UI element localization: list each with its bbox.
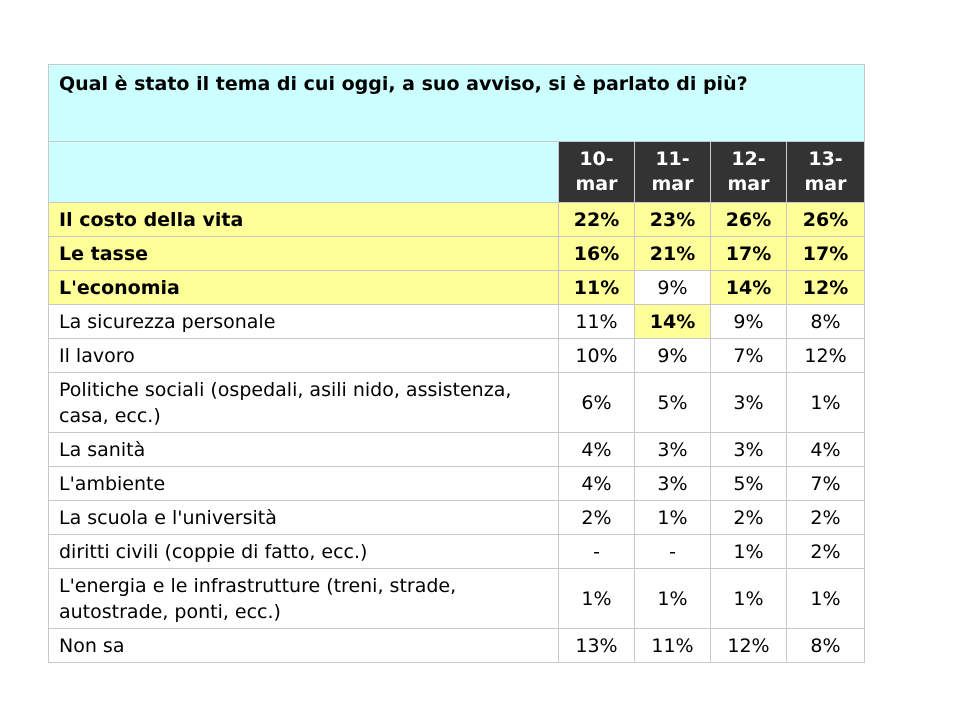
cell-value: 3% [635, 433, 711, 467]
cell-value: 8% [787, 629, 865, 663]
cell-value: 5% [711, 467, 787, 501]
cell-value: 11% [635, 629, 711, 663]
cell-value: 8% [787, 305, 865, 339]
column-header-11-mar [635, 142, 711, 203]
row-label: La scuola e l'università [49, 501, 559, 535]
cell-value: 9% [711, 305, 787, 339]
column-header-line: mar [651, 173, 694, 195]
cell-value: 26% [787, 203, 865, 237]
cell-value: 3% [711, 373, 787, 433]
cell-value: 6% [559, 373, 635, 433]
row-label: Il lavoro [49, 339, 559, 373]
cell-value: - [635, 535, 711, 569]
column-header-line: 11- [655, 148, 690, 170]
column-header-12-mar [711, 142, 787, 203]
row-label: Non sa [49, 629, 559, 663]
column-header-line: 13- [808, 148, 843, 170]
column-header-line: mar [575, 173, 618, 195]
cell-value: 3% [711, 433, 787, 467]
cell-value: 4% [559, 433, 635, 467]
row-label: diritti civili (coppie di fatto, ecc.) [49, 535, 559, 569]
cell-value: 2% [787, 535, 865, 569]
cell-value: 3% [635, 467, 711, 501]
column-header-10-mar [559, 142, 635, 203]
row-label: La sicurezza personale [49, 305, 559, 339]
cell-value: 26% [711, 203, 787, 237]
cell-value: 12% [787, 339, 865, 373]
cell-value: 2% [711, 501, 787, 535]
row-label: Politiche sociali (ospedali, asili nido, assistenza, casa, ecc.) [49, 373, 559, 433]
cell-value: 10% [559, 339, 635, 373]
table-row [49, 535, 865, 569]
row-label: L'ambiente [49, 467, 559, 501]
table-row [49, 203, 865, 237]
cell-value: 12% [787, 271, 865, 305]
cell-value: 7% [711, 339, 787, 373]
cell-value: 11% [559, 271, 635, 305]
header-spacer [49, 142, 559, 203]
cell-value: 14% [635, 305, 711, 339]
table-row [49, 271, 865, 305]
cell-value: 1% [635, 501, 711, 535]
cell-value: 7% [787, 467, 865, 501]
column-header-line: 12- [731, 148, 766, 170]
cell-value: 2% [559, 501, 635, 535]
row-label: L'economia [49, 271, 559, 305]
cell-value: 1% [787, 373, 865, 433]
cell-value: 9% [635, 271, 711, 305]
cell-value: 22% [559, 203, 635, 237]
cell-value: 16% [559, 237, 635, 271]
cell-value: 4% [559, 467, 635, 501]
table-row [49, 305, 865, 339]
table-row [49, 569, 865, 629]
survey-table [48, 64, 865, 663]
row-label: L'energia e le infrastrutture (treni, strade, autostrade, ponti, ecc.) [49, 569, 559, 629]
row-label: Il costo della vita [49, 203, 559, 237]
table-row [49, 373, 865, 433]
cell-value: 1% [635, 569, 711, 629]
cell-value: 11% [559, 305, 635, 339]
row-label: Le tasse [49, 237, 559, 271]
table-row [49, 467, 865, 501]
cell-value: 5% [635, 373, 711, 433]
table-row [49, 501, 865, 535]
cell-value: 17% [787, 237, 865, 271]
cell-value: 1% [559, 569, 635, 629]
column-header-line: 10- [579, 148, 614, 170]
table-row [49, 629, 865, 663]
cell-value: 21% [635, 237, 711, 271]
cell-value: 17% [711, 237, 787, 271]
cell-value: 14% [711, 271, 787, 305]
cell-value: 23% [635, 203, 711, 237]
cell-value: 4% [787, 433, 865, 467]
cell-value: 13% [559, 629, 635, 663]
table-title: Qual è stato il tema di cui oggi, a suo avviso, si è parlato di più? [49, 65, 865, 142]
row-label: La sanità [49, 433, 559, 467]
table-row [49, 237, 865, 271]
cell-value: 12% [711, 629, 787, 663]
cell-value: 1% [711, 535, 787, 569]
cell-value: 1% [711, 569, 787, 629]
table-row [49, 433, 865, 467]
column-header-line: mar [804, 173, 847, 195]
cell-value: 9% [635, 339, 711, 373]
cell-value: - [559, 535, 635, 569]
column-header-line: mar [727, 173, 770, 195]
column-header-13-mar [787, 142, 865, 203]
cell-value: 2% [787, 501, 865, 535]
cell-value: 1% [787, 569, 865, 629]
table-row [49, 339, 865, 373]
